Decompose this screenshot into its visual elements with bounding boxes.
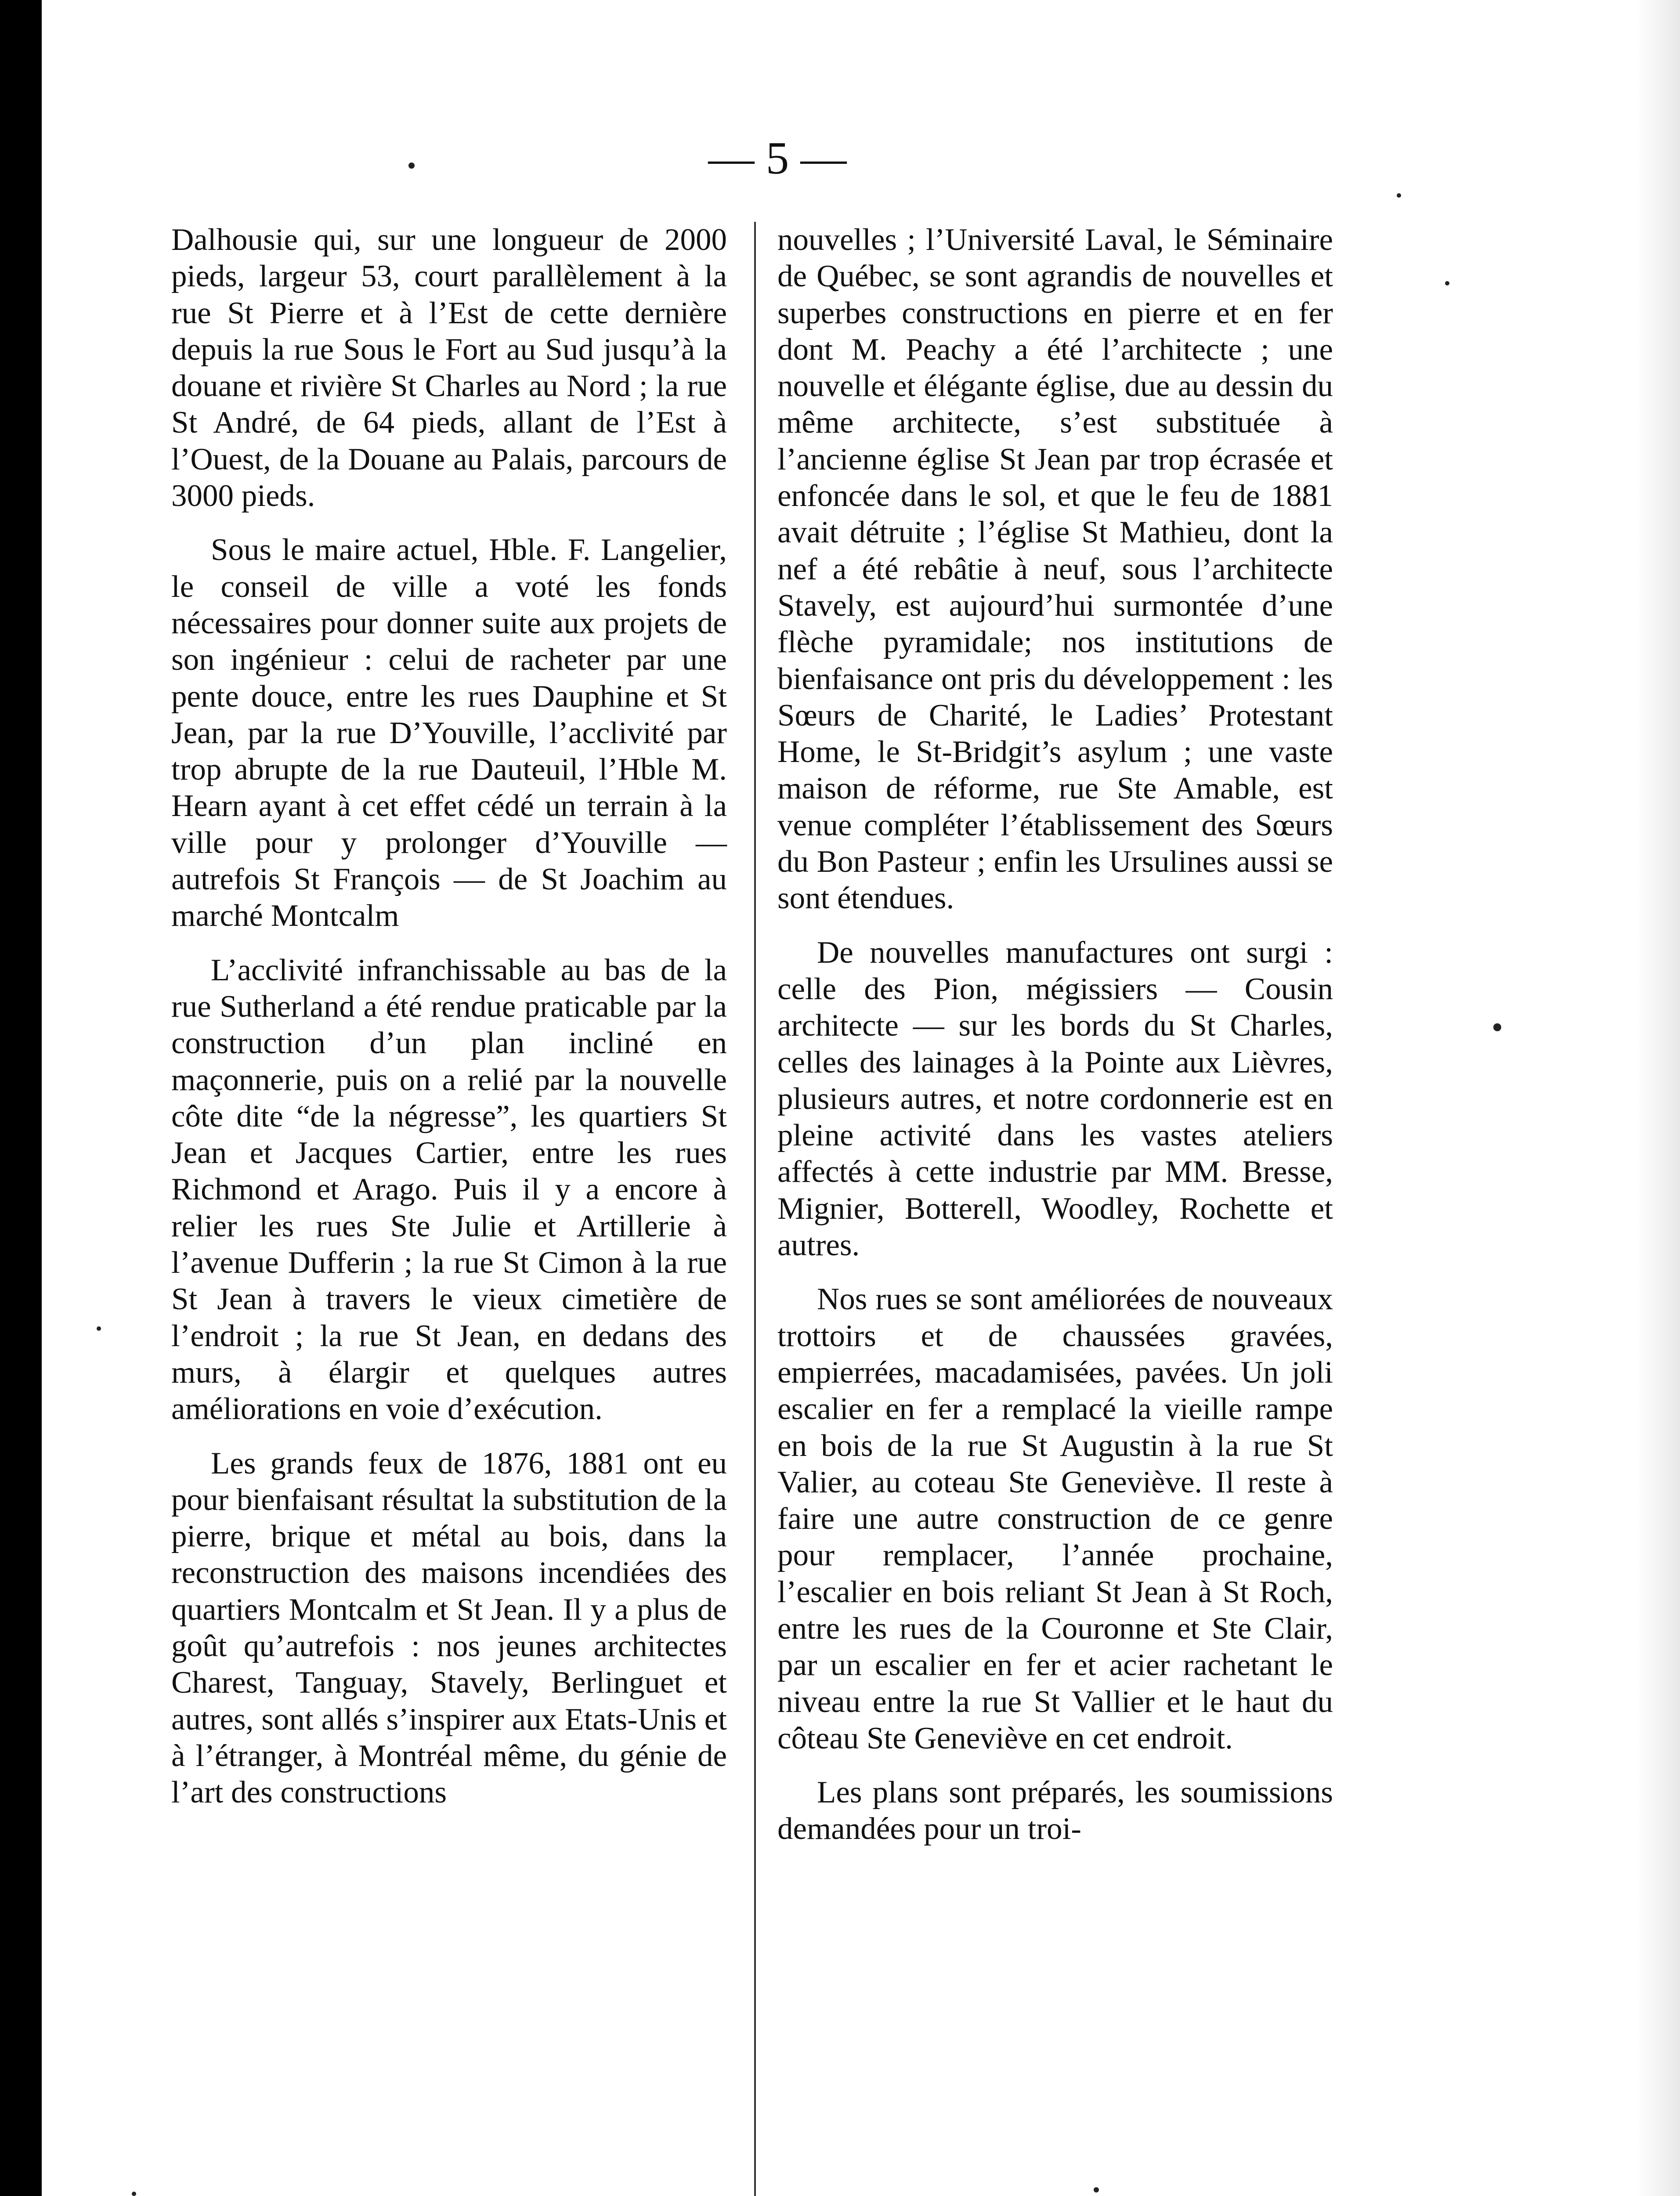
right-column (777, 222, 1333, 1865)
scan-speck (1493, 1023, 1501, 1031)
paragraph: De nouvelles manufactures ont surgi : celle des Pion, mégissiers — Cousin architecte — sur les bords du St Charles, celles des lainages à la Pointe aux Lièvres, plusieurs autres, et notre cordonnerie est en pleine activité dans les vastes ateliers affectés à cette industrie par MM. Bresse, Mignier, Botterell, Woodley, Rochette et autres. (777, 935, 1333, 1263)
page-number: — 5 — (708, 132, 847, 184)
paragraph: Les grands feux de 1876, 1881 ont eu pour bienfaisant résultat la substitution de la pierre, brique et métal au bois, dans la reconstruction des maisons incendiées des quartiers Montcalm et St Jean. Il y a plus de goût qu’autrefois : nos jeunes architectes Charest, Tanguay, Stavely, Berlinguet et autres, sont allés s’inspirer aux Etats-Unis et à l’étranger, à Montréal même, du génie de l’art des constructions (171, 1446, 727, 1810)
scan-speck (408, 163, 415, 169)
paragraph: L’acclivité infranchissable au bas de la rue Sutherland a été rendue praticable par la construction d’un plan incliné en maçonnerie, puis on a relié par la nouvelle côte dite “de la négresse”, les quartiers St Jean et Jacques Cartier, entre les rues Richmond et Arago. Puis il y a encore à relier les rues Ste Julie et Artillerie à l’avenue Dufferin ; la rue St Cimon à la rue St Jean à travers le vieux cimetière de l’endroit ; la rue St Jean, en dedans des murs, à élargir et quelques autres améliorations en voie d’exécution. (171, 953, 727, 1427)
scan-speck (97, 1326, 101, 1331)
scan-speck (1445, 281, 1449, 285)
column-divider (754, 222, 756, 2196)
scan-speck (132, 2192, 136, 2196)
scan-speck (1397, 193, 1401, 198)
paragraph: Dalhousie qui, sur une longueur de 2000 pieds, largeur 53, court parallèlement à la rue St Pierre et à l’Est de cette dernière depuis la rue Sous le Fort au Sud jusqu’à la douane et rivière St Charles au Nord ; la rue St André, de 64 pieds, allant de l’Est à l’Ouest, de la Douane au Palais, parcours de 3000 pieds. (171, 223, 727, 513)
paragraph: nouvelles ; l’Université Laval, le Séminaire de Québec, se sont agrandis de nouvelles et superbes constructions en pierre et en fer dont M. Peachy a été l’architecte ; une nouvelle et élégante église, due au dessin du même architecte, s’est substituée à l’ancienne église St Jean par trop écrasée et enfoncée dans le sol, et que le feu de 1881 avait détruite ; l’église St Mathieu, dont la nef a été rebâtie à neuf, sous l’architecte Stavely, est aujourd’hui surmontée d’une flèche pyramidale; nos institutions de bienfaisance ont pris du développement : les Sœurs de Charité, le Ladies’ Protestant Home, le St-Bridgit’s asylum ; une vaste maison de réforme, rue Ste Amable, est venue compléter l’établissement des Sœurs du Bon Pasteur ; enfin les Ursulines aussi se sont étendues. (777, 223, 1333, 916)
scan-edge-right (1636, 0, 1680, 2196)
paragraph: Les plans sont préparés, les soumissions demandées pour un troi- (777, 1775, 1333, 1846)
paragraph: Nos rues se sont améliorées de nouveaux trottoirs et de chaussées gravées, empierrées, macadamisées, pavées. Un joli escalier en fer a remplacé la vieille rampe en bois de la rue St Augustin à la rue St Valier, au coteau Ste Geneviève. Il reste à faire une autre construction de ce genre pour remplacer, l’année prochaine, l’escalier en bois reliant St Jean à St Roch, entre les rues de la Couronne et Ste Clair, par un escalier en fer et acier rachetant le niveau entre la rue St Vallier et le haut du côteau Ste Geneviève en cet endroit. (777, 1282, 1333, 1755)
scan-speck (1094, 2187, 1099, 2192)
scan-border (0, 0, 42, 2196)
paragraph: Sous le maire actuel, Hble. F. Langelier, le conseil de ville a voté les fonds nécessaires pour donner suite aux projets de son ingénieur : celui de racheter par une pente douce, entre les rues Dauphine et St Jean, par la rue D’Youville, l’acclivité par trop abrupte de la rue Dauteuil, l’Hble M. Hearn ayant à cet effet cédé un terrain à la ville pour y prolonger d’Youville — autrefois St François — de St Joachim au marché Montcalm (171, 533, 727, 933)
left-column (171, 222, 727, 1828)
